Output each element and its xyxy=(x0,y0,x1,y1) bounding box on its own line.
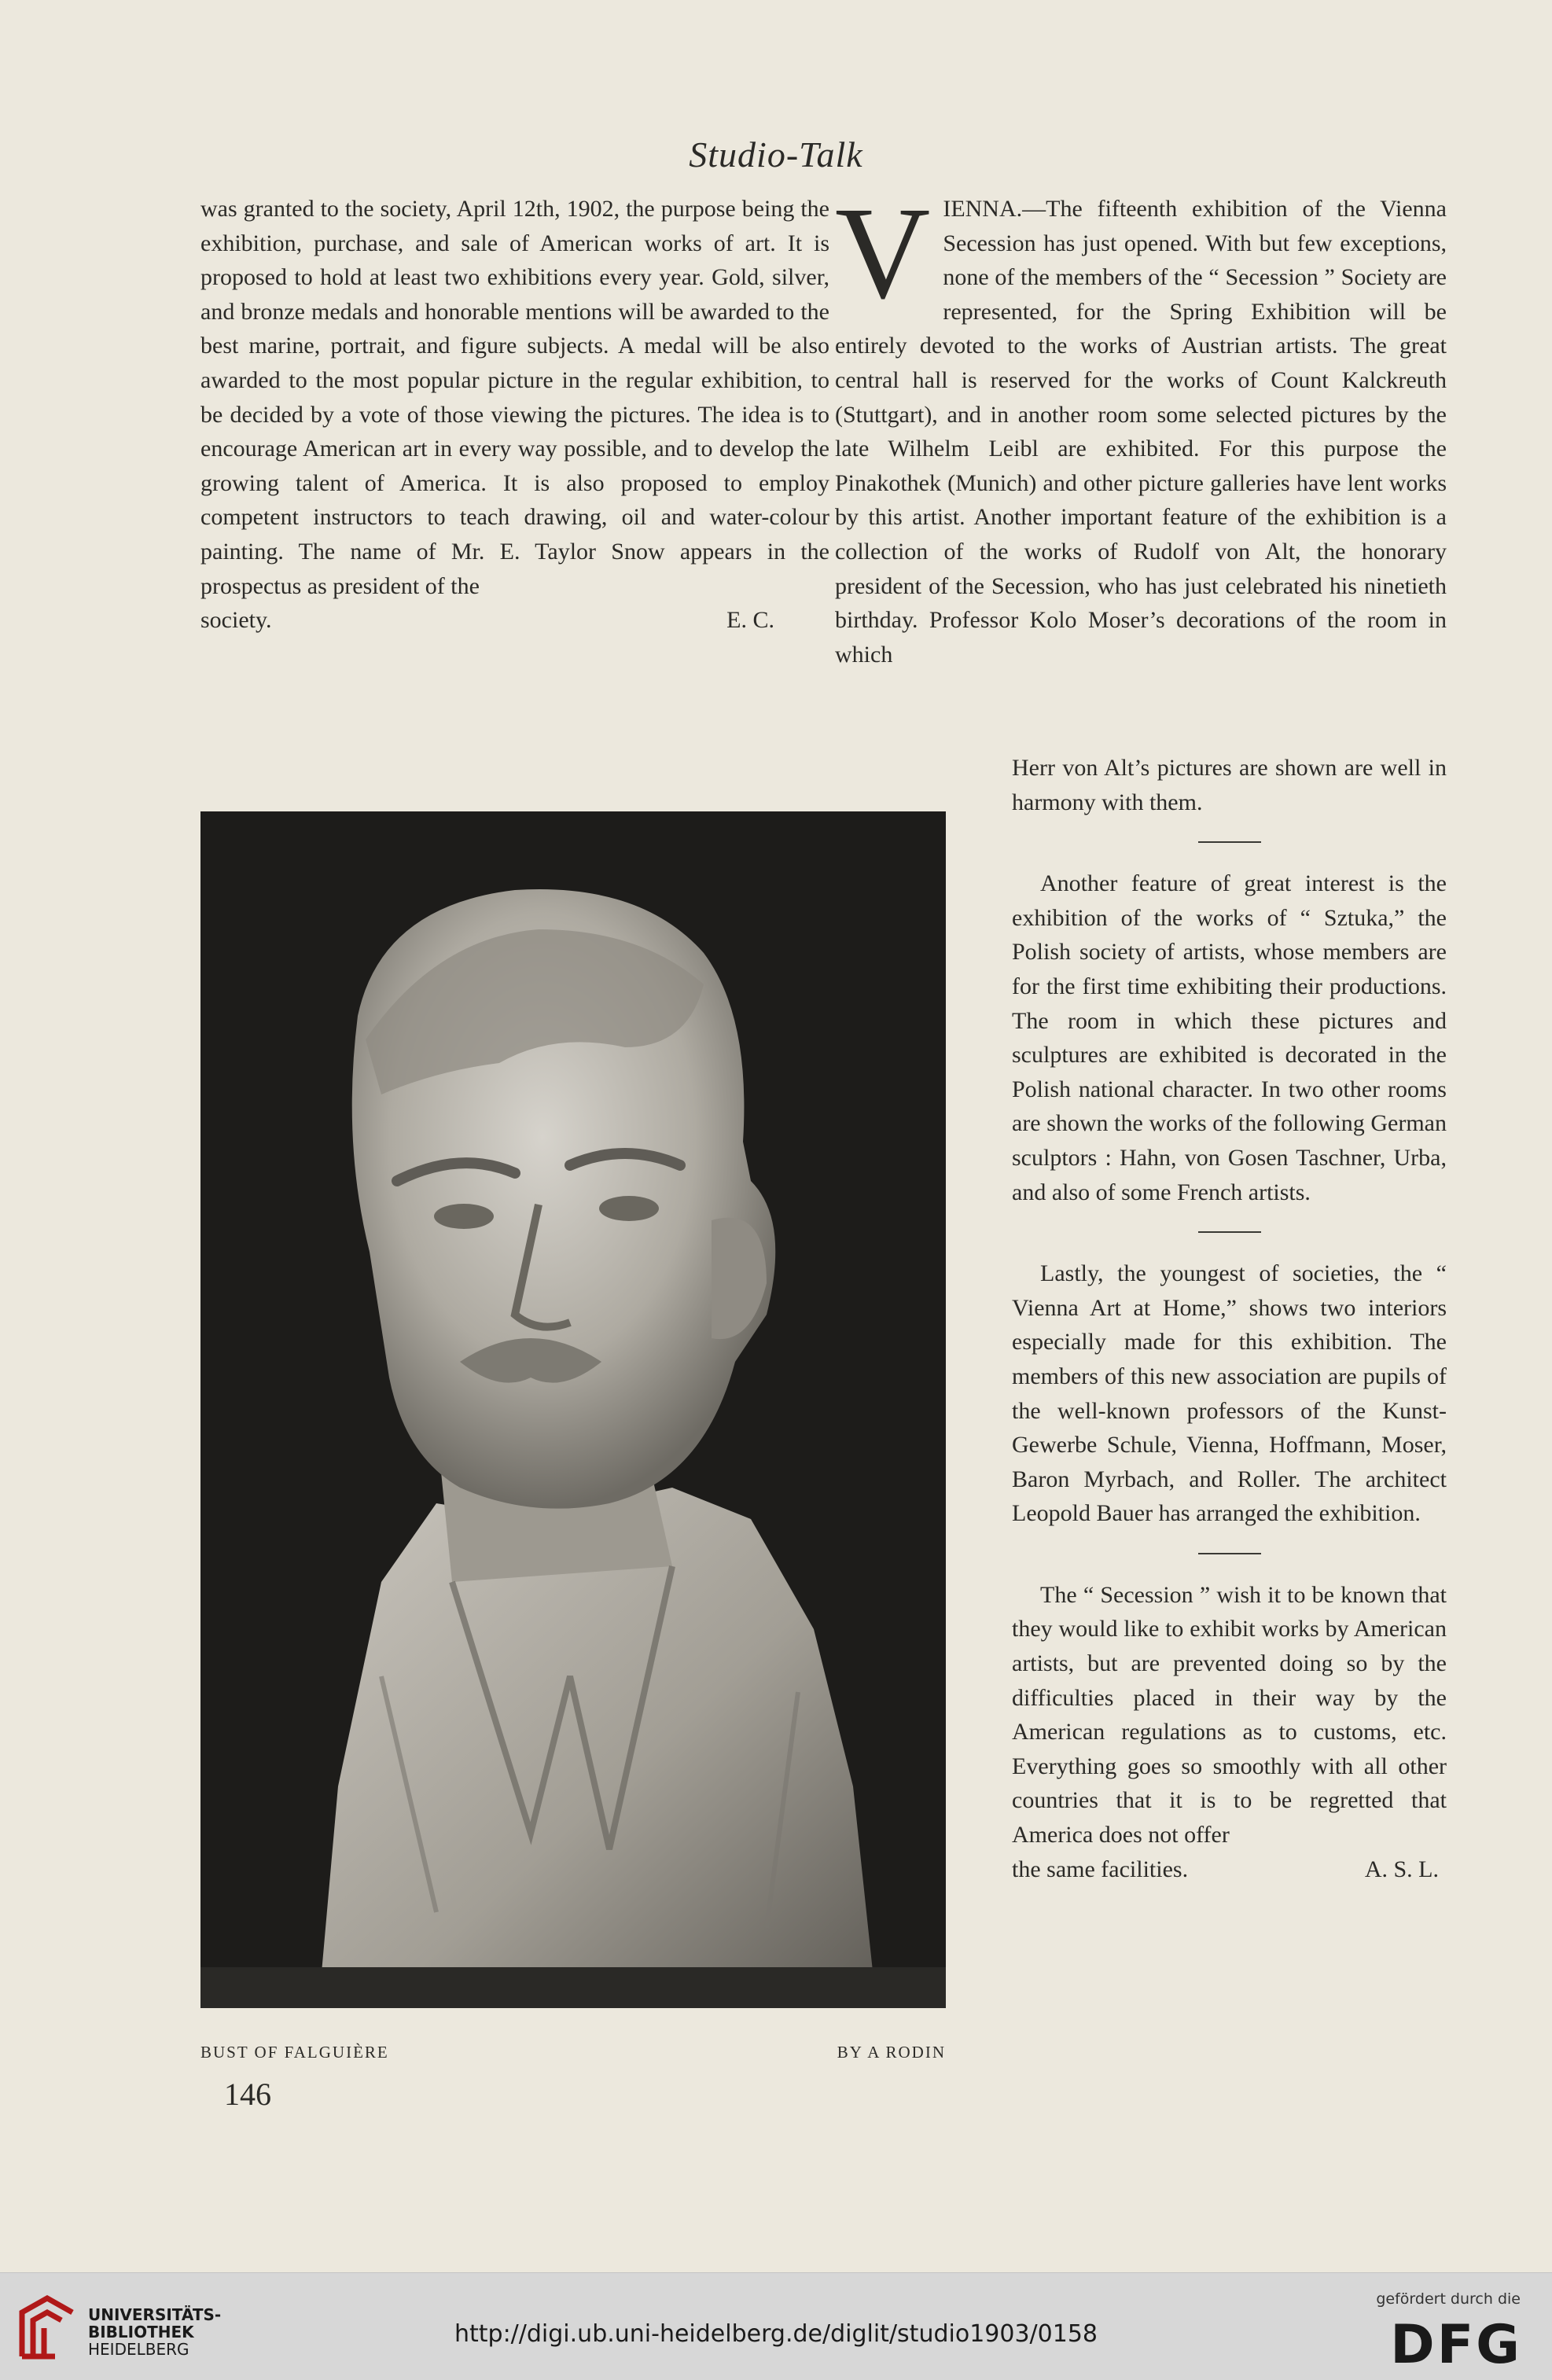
bust-illustration xyxy=(200,811,946,2008)
right-column-top xyxy=(835,180,1447,671)
left-signature-row xyxy=(200,603,829,638)
bust-photograph xyxy=(200,811,946,2008)
lastly-paragraph: Lastly, the youngest of societies, the “ Vienna Art at Home,” shows two interiors especially made for this exhibition. The members of this new association are pupils of the well-known professors of the Kunst-Gewerbe Schule, Vienna, Hoffmann, Moser, Baron Myrbach, and Roller. The architect Leopold Bauer has arranged the exhibition. xyxy=(1012,1260,1447,1527)
running-head: Studio-Talk xyxy=(689,134,863,175)
left-column xyxy=(200,192,829,638)
right-column-narrow xyxy=(1012,751,1447,1886)
permalink-url[interactable]: http://digi.ub.uni-heidelberg.de/diglit/studio1903/0158 xyxy=(454,2320,1098,2348)
vienna-paragraph: IENNA.—The fifteenth exhibition of the Vienna Secession has just opened. With but few exceptions, none of the members of the “ Secession ” Society are represented, for the Spring Exhibition will be entirely devoted to the works of Austrian artists. The great central hall is reserved for the works of Count Kalckreuth (Stuttgart), and in another room some selected pictures by the late Wilhelm Leibl are exhibited. For this purpose the Pinakothek (Munich) and other picture galleries have lent works by this artist. Another important feature of the exhibition is a collection of the works of Rudolf von Alt, the honorary president of the Secession, who has just celebrated his ninetieth birthday. Professor Kolo Moser’s decorations of the room in which xyxy=(835,196,1447,668)
caption-title: BUST OF FALGUIÈRE xyxy=(200,2043,389,2062)
section-rule xyxy=(1198,1553,1261,1554)
library-line-1: UNIVERSITÄTS- xyxy=(88,2305,222,2324)
sztuka-paragraph: Another feature of great interest is the exhibition of the works of “ Sztuka,” the Polish society of artists, whose members are for the first time exhibiting their productions. The room in which these pictures and sculptures are exhibited is decorated in the Polish national character. In two other rooms are shown the works of the following German sculptors : Hahn, von Gosen Taschner, Urba, and also of some French artists. xyxy=(1012,870,1447,1205)
left-last-word: society. xyxy=(200,607,272,634)
drop-cap: V xyxy=(835,180,931,326)
caption-artist: BY A RODIN xyxy=(837,2043,946,2062)
plate-caption xyxy=(200,2043,946,2062)
page-number: 146 xyxy=(224,2077,271,2112)
left-column-paragraph: was granted to the society, April 12th, 1902, the purpose being the exhibition, purchase, and sale of American works of art. It is proposed to hold at least two exhibitions every year. Gold, silver, and bronze medals and honorable mentions will be awarded to the best marine, portrait, and figure subjects. A medal will be also awarded to the most popular picture in the regular exhibition, to be decided by a vote of those viewing the pictures. The idea is to encourage American art in every way possible, and to develop the growing talent of America. It is also proposed to employ competent instructors to teach drawing, oil and water-colour painting. The name of Mr. E. Taylor Snow appears in the prospectus as president of the xyxy=(200,196,829,599)
dfg-logo[interactable]: DFG xyxy=(1390,2314,1522,2376)
library-line-3: HEIDELBERG xyxy=(88,2340,189,2359)
section-rule xyxy=(1198,841,1261,843)
right-signature-row xyxy=(1012,1852,1447,1887)
secession-last-line: the same facilities. xyxy=(1012,1856,1189,1882)
vienna-paragraph-tail: Herr von Alt’s pictures are shown are well in harmony with them. xyxy=(1012,755,1447,815)
left-signature: E. C. xyxy=(726,607,774,634)
viewer-footer xyxy=(0,2272,1552,2380)
library-line-2: BIBLIOTHEK xyxy=(88,2323,194,2341)
right-signature: A. S. L. xyxy=(1364,1856,1439,1882)
secession-paragraph: The “ Secession ” wish it to be known that they would like to exhibit works by American artists, but are prevented doing so by the difficulties placed in their way by the American regulations as to customs, etc. Everything goes so smoothly with all other countries that it is to be regretted that America does not offer xyxy=(1012,1581,1447,1848)
funding-note: gefördert durch die xyxy=(1376,2290,1521,2308)
section-rule xyxy=(1198,1231,1261,1233)
